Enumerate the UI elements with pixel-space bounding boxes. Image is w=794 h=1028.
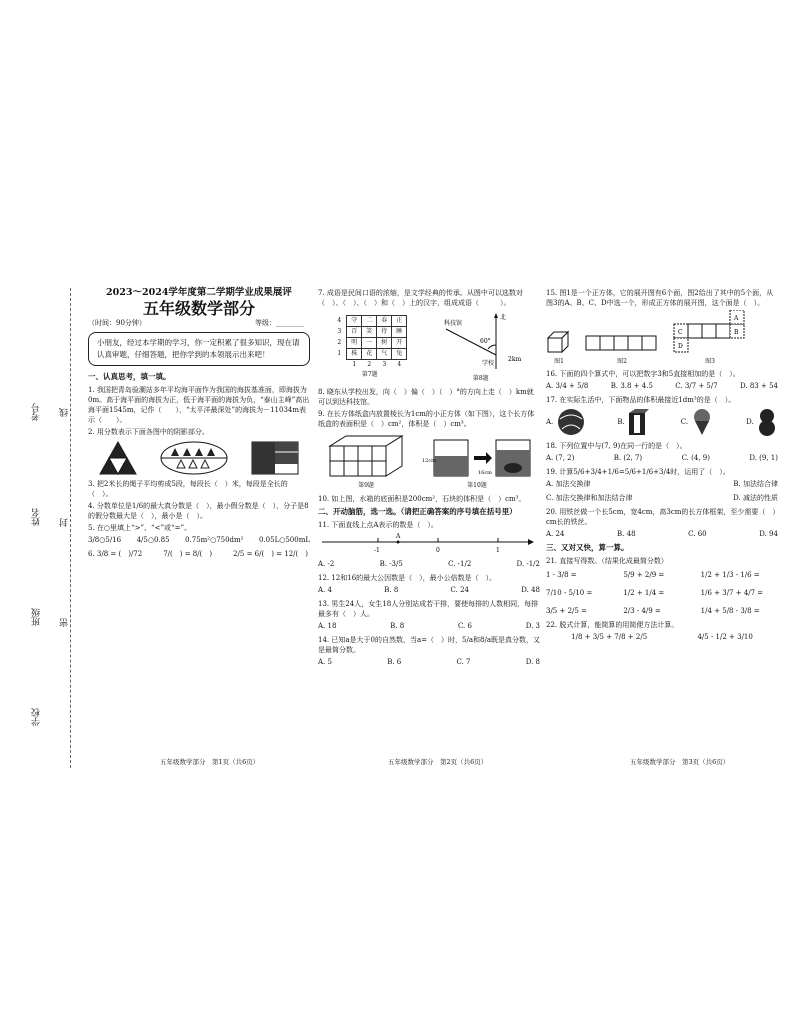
option: B. 48: [617, 530, 636, 538]
option-letter: D: [678, 343, 683, 350]
q9-q10-figures: [318, 432, 540, 491]
option: A. 3/4 + 5/8: [546, 382, 589, 390]
ball-icon: [556, 407, 586, 437]
triangle-figure: [98, 440, 138, 476]
point-a: A: [396, 533, 401, 540]
q15-figures: [546, 310, 778, 367]
grid-cell: 待: [377, 327, 392, 338]
fig3-label: 图3: [705, 358, 715, 365]
box-icon: [627, 407, 649, 437]
calc-item: 2/3 - 4/9 =: [623, 607, 661, 615]
q5-item: 0.05L○500mL: [259, 536, 310, 544]
fig1: [546, 330, 572, 367]
option: C. 3/7 + 5/7: [675, 382, 718, 390]
grid-cell: 气: [377, 349, 392, 360]
tank-water-label: 16cm: [478, 470, 492, 476]
option: D. 8: [525, 658, 540, 666]
option: A. 18: [318, 622, 337, 630]
fig9-label: 第9题: [358, 482, 374, 489]
page-footer-2: 五年级数学部分 第2页（共6页）: [388, 758, 488, 766]
fig8-label: 第8题: [472, 375, 489, 382]
seal-mark: 密: [60, 618, 70, 627]
question-2: 2. 用分数表示下面各图中的阴影部分。: [88, 428, 209, 436]
question-14: 14. 已知a是大于0的自然数，当a=（ ）时，5/a和8/a既是真分数，又是最简分数。: [318, 636, 540, 654]
park-text: 科技馆: [443, 320, 462, 327]
q21-items: [546, 570, 778, 616]
option: C. -1/2: [448, 560, 472, 568]
calc-item: 7/10 - 5/10 =: [546, 589, 593, 597]
ice-cream-icon: [690, 407, 714, 437]
option: A. (7, 2): [546, 454, 575, 462]
grid-cell: 睡: [392, 327, 407, 338]
option-b: B.: [617, 407, 649, 437]
grid-cell: 开: [392, 338, 407, 349]
tick-label: 1: [496, 547, 500, 554]
grid-cell: 明: [347, 338, 362, 349]
question-6: 6. 3/8 = ( )/72 7/( ) = 8/( ) 2/5 = 6/( ) = 12/( ): [88, 550, 308, 558]
col-num: 4: [397, 361, 402, 368]
question-18: 18. 下列位置中与(7, 9)在同一行的是（ ）。: [546, 442, 687, 450]
q2-figures: [88, 440, 310, 476]
col-num: 1: [352, 361, 357, 368]
column-page-1: [88, 288, 310, 561]
q11-options: [318, 559, 540, 569]
cube-diagram: [546, 330, 572, 354]
name-label: 姓名: [32, 508, 42, 526]
question-3: 3. 把2米长的绳子平均剪成5段，每段长（ ）米，每段是全长的（ ）。: [88, 480, 288, 498]
q16-options: [546, 381, 778, 391]
question-19: 19. 计算5/6+3/4+1/6=5/6+1/6+3/4时，运用了（ ）。: [546, 468, 730, 476]
option: B. 8: [384, 586, 399, 594]
option: D. (9, 1): [749, 454, 778, 462]
column-page-3: [546, 288, 778, 646]
question-21: 21. 直接写得数。（结果化成最简分数）: [546, 557, 668, 565]
q17-options: [546, 407, 778, 437]
net-options-diagram: [672, 310, 748, 354]
fig2: [584, 330, 660, 367]
option: B. 8: [390, 622, 405, 630]
box-diagram: [326, 432, 406, 478]
option: B. 6: [387, 658, 402, 666]
distance-text: 2km: [507, 356, 521, 363]
grid-cell: 树: [377, 338, 392, 349]
question-11: 11. 下面直线上点A表示的数是（ ）。: [318, 521, 438, 529]
option-c: C.: [681, 407, 715, 437]
idiom-grid-figure: [332, 315, 407, 380]
q14-options: [318, 657, 540, 667]
option: D. -1/2: [516, 560, 540, 568]
column-page-2: [318, 288, 540, 671]
calc-item: 5/9 + 2/9 =: [623, 571, 665, 579]
section-3-title: 三、又对又快，算一算。: [546, 543, 629, 552]
question-12: 12. 12和16的最大公因数是（ ），最小公倍数是（ ）。: [318, 574, 497, 582]
grade-label: 等级：________: [255, 319, 304, 327]
class-label: 班级: [32, 608, 42, 626]
page-footer-1: 五年级数学部分 第1页（共6页）: [160, 758, 260, 766]
question-1: 1. 我国把青岛验潮站多年平均海平面作为我国的海拔基准面，即海拔为0m。高于海平面的海拔为正，低于海平面的海拔为负，“泰山主峰”高出海平面1545m，记作（ ），“太平洋最深处”的海拔为－11034m表示（ ）。: [88, 386, 310, 424]
option: A. -2: [318, 560, 335, 568]
calc-item: 4/5 - 1/2 + 3/10: [697, 633, 753, 641]
calc-item: 3/5 + 2/5 =: [546, 607, 587, 615]
option: A. 加法交换律: [546, 480, 591, 488]
grid-cell: 株: [347, 349, 362, 360]
row-num: 2: [337, 339, 342, 346]
question-8: 8. 晓东从学校出发，向（ ）偏（ ）（ ）°的方向上走（ ）km就可以到达科技馆。: [318, 388, 534, 406]
option: C. 6: [457, 622, 472, 630]
grid-cell: 兔: [392, 349, 407, 360]
grid-cell: 笑: [362, 327, 377, 338]
calc-item: 1/8 + 3/5 + 7/8 + 2/5: [571, 633, 648, 641]
option-a: A.: [546, 407, 586, 437]
option: B. 3.8 + 4.5: [610, 382, 653, 390]
grid-cell: 二: [362, 316, 377, 327]
angle-text: 60°: [479, 338, 491, 345]
number-label: 考号: [32, 403, 42, 421]
option: C. (4, 9): [681, 454, 710, 462]
box-figure: [326, 432, 406, 491]
calc-item: 1/4 + 5/8 - 3/8 =: [700, 607, 760, 615]
grid-cell: 一: [362, 338, 377, 349]
school-text: 学校: [481, 360, 494, 367]
question-4: 4. 分数单位是1/6的最大真分数是（ ），最小假分数是（ ），分子是8的假分数最大是（ ），最小是（ ）。: [88, 502, 309, 520]
col-num: 2: [367, 361, 372, 368]
option: C. 24: [450, 586, 469, 594]
option: D. 48: [521, 586, 540, 594]
exam-title: 2023～2024学年度第二学期学业成果展评: [106, 287, 292, 298]
exam-meta: [88, 318, 310, 328]
option: A. 24: [546, 530, 565, 538]
option-letter: C: [678, 329, 683, 336]
subject-title: 五年级数学部分: [142, 299, 255, 318]
option: A. 5: [318, 658, 332, 666]
col-num: 3: [382, 361, 387, 368]
row-num: 1: [337, 350, 342, 357]
question-7: 7. 成语是民间口语的浓缩，是文学经典的传承。从图中可以选数对（ ）、（ ）、（ ）和（ ）上的汉字，组成成语（ ）。: [318, 289, 523, 307]
school-label: 学校: [32, 708, 42, 726]
option-letter: A: [734, 315, 739, 322]
tank-height-label: 12cm: [422, 458, 436, 464]
option: D. 83 + 54: [740, 382, 778, 390]
option: C. 7: [456, 658, 471, 666]
idiom-grid: [332, 315, 407, 370]
option: B. 加法结合律: [733, 480, 778, 488]
question-10: 10. 如上图，水箱的底面积是200cm²，石块的体积是（ ）cm³。: [318, 495, 526, 503]
q5-items: [88, 535, 310, 545]
net-diagram: [584, 330, 660, 354]
time-text: （时间：90分钟）: [88, 319, 146, 327]
fig2-label: 图2: [617, 358, 627, 365]
option: A. 4: [318, 586, 332, 594]
fig1-label: 图1: [554, 358, 564, 365]
question-13: 13. 男生24人，女生18人分别站成若干排，要使每排的人数相同，每排最多有（ ）人。: [318, 600, 539, 618]
calc-item: 1/2 + 1/3 - 1/6 =: [700, 571, 760, 579]
q5-item: 4/5○0.85: [136, 536, 170, 544]
q18-options: [546, 453, 778, 463]
option: D. 94: [759, 530, 778, 538]
question-17: 17. 在实际生活中，下面物品的体积最接近1dm³的是（ ）。: [546, 396, 736, 404]
binding-gutter: [10, 288, 71, 768]
tank-diagram: [422, 432, 532, 478]
option: B. (2, 7): [613, 454, 643, 462]
fig10-label: 第10题: [467, 482, 487, 489]
notice-box: 小朋友，经过本学期的学习，你一定积累了很多知识，现在请认真审题，仔细答题，把你学到的本领展示出来吧！: [88, 332, 310, 366]
question-16: 16. 下面的四个算式中，可以把数字3和5直接相加的是（ ）。: [546, 370, 740, 378]
option: C. 加法交换律和加法结合律: [546, 494, 633, 502]
fig3: [672, 310, 748, 367]
line-mark: 线: [60, 408, 70, 417]
q7-q8-figures: [318, 311, 540, 384]
exam-sheet: [10, 268, 786, 786]
tick-label: 0: [436, 547, 440, 554]
q5-item: 3/8○5/16: [88, 536, 122, 544]
option: D. 减法的性质: [733, 494, 778, 502]
option-letter: B: [734, 329, 739, 336]
q20-options: [546, 529, 778, 539]
calc-item: 1/2 + 1/4 =: [623, 589, 665, 597]
peanut-icon: [756, 407, 778, 437]
option: B. -3/5: [379, 560, 403, 568]
rectangle-figure: [250, 440, 300, 476]
q12-options: [318, 585, 540, 595]
calc-item: 1/6 + 3/7 + 4/7 =: [700, 589, 764, 597]
grid-cell: 春: [377, 316, 392, 327]
direction-diagram: [436, 311, 526, 371]
row-num: 4: [337, 317, 342, 324]
option: C. 60: [688, 530, 707, 538]
q19-options-row1: [546, 479, 778, 489]
calc-item: 1 - 3/8 =: [546, 571, 577, 579]
section-2-title: 二、开动脑筋，选一选。（请把正确答案的序号填在括号里）: [318, 507, 517, 516]
grid-cell: 正: [392, 316, 407, 327]
direction-figure: [436, 311, 526, 384]
ellipse-figure: [159, 440, 229, 476]
page-footer-3: 五年级数学部分 第3页（共6页）: [630, 758, 730, 766]
grid-cell: 百: [347, 327, 362, 338]
fig7-label: 第7题: [361, 371, 378, 378]
row-num: 3: [337, 328, 342, 335]
question-5: 5. 在○里填上“>”、“<”或“=”。: [88, 524, 192, 532]
tick-label: -1: [374, 547, 380, 554]
question-15: 15. 图1是一个正方体，它的展开图有6个面，图2给出了其中的5个面，从图3的A、B、C、D中选一个，形成正方体的展开图，这个面是（ ）。: [546, 289, 774, 307]
q5-item: 0.75m²○750dm²: [185, 536, 244, 544]
question-20: 20. 用铁丝做一个长5cm，宽4cm，高3cm的长方体框架，至少需要（ ）cm长的铁丝。: [546, 508, 776, 526]
grid-cell: 守: [347, 316, 362, 327]
number-line: [318, 532, 538, 554]
option-d: D.: [746, 407, 778, 437]
q13-options: [318, 621, 540, 631]
sealed-mark: 封: [60, 518, 70, 527]
q22-items: [546, 632, 778, 642]
q19-options-row2: [546, 493, 778, 503]
question-22: 22. 脱式计算，能简算的用简便方法计算。: [546, 621, 679, 629]
option: D. 3: [525, 622, 540, 630]
tank-figure: [422, 432, 532, 491]
grid-cell: 花: [362, 349, 377, 360]
section-1-title: 一、认真思考，填一填。: [88, 372, 171, 381]
question-9: 9. 在长方体纸盒内放置棱长为1cm的小正方体（如下图），这个长方体纸盒的表面积是（ ）cm²，体积是（ ）cm³。: [318, 410, 535, 428]
north-text: 北: [499, 314, 506, 321]
